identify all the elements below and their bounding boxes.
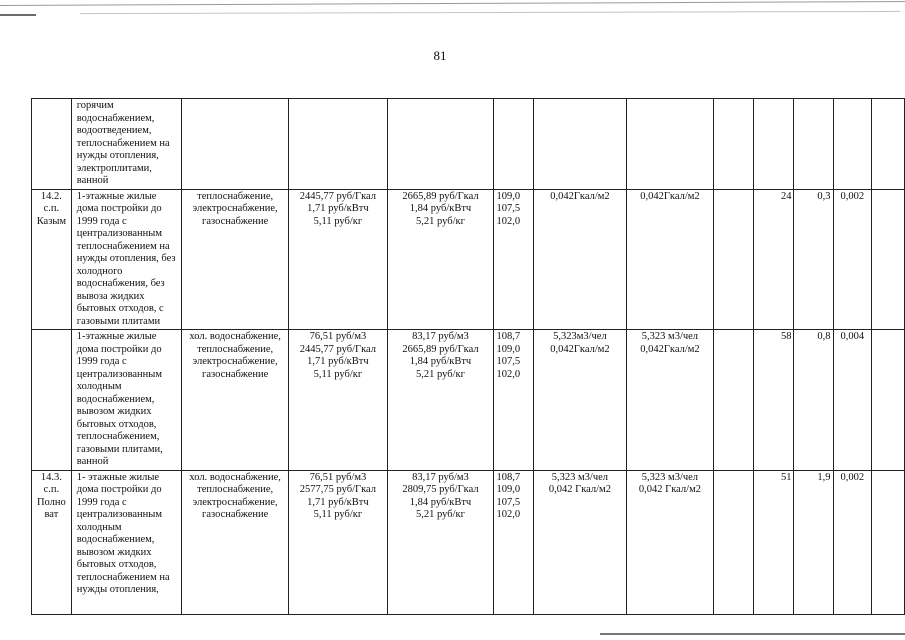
extra-value-cell: 0,8 bbox=[794, 330, 833, 471]
index-cell-line: 109,0 bbox=[496, 343, 521, 355]
index-cell bbox=[494, 330, 534, 471]
index-cell bbox=[494, 470, 534, 614]
extra-value-cell bbox=[754, 99, 794, 190]
index-cell bbox=[494, 189, 534, 330]
extra-value-cell: 58 bbox=[754, 330, 794, 471]
tariff-new-cell bbox=[387, 470, 494, 614]
housing-description-cell: 1-этажные жилые дома постройки до 1999 года с централизованным теплоснабжением на нужды отопления, без холодного водоснабжения, без вывоза жидких бытовых отходов, с газовыми плитами bbox=[71, 189, 181, 330]
services-cell: хол. водоснабжение, теплоснабжение, электроснабжение, газоснабжение bbox=[182, 330, 289, 471]
tariff-new-cell bbox=[387, 99, 494, 190]
tariff-prev-cell-line: 1,71 руб/кВтч bbox=[307, 356, 369, 367]
norm-new-cell-line: 0,042 Гкал/м2 bbox=[638, 484, 701, 495]
tariff-new-cell-line: 2665,89 руб/Гкал bbox=[402, 343, 479, 355]
norm-prev-cell-line: 0,042Гкал/м2 bbox=[550, 190, 610, 202]
tariff-prev-cell-line: 5,11 руб/кг bbox=[313, 368, 363, 380]
tariff-new-cell bbox=[387, 189, 494, 330]
housing-description-cell: 1-этажные жилые дома постройки до 1999 года с централизованным холодным водоснабжением, вывозом жидких бытовых отходов, теплоснабжением, газовыми плитами, ванной bbox=[71, 330, 181, 471]
norm-new-cell-line: 5,323 м3/чел bbox=[641, 331, 699, 342]
norm-prev-cell-line: 0,042Гкал/м2 bbox=[550, 343, 610, 355]
norm-new-cell-line: 0,042Гкал/м2 bbox=[640, 190, 700, 202]
tariff-new-cell-line: 1,84 руб/кВтч bbox=[409, 203, 472, 214]
index-cell-line: 102,0 bbox=[496, 215, 521, 227]
tariff-new-cell-line: 2809,75 руб/Гкал bbox=[402, 484, 479, 495]
tariff-prev-cell bbox=[289, 470, 387, 614]
norm-new-cell bbox=[626, 330, 713, 471]
index-cell-line: 107,5 bbox=[496, 356, 521, 367]
extra-value-cell: 24 bbox=[754, 189, 794, 330]
scan-edge-top bbox=[0, 0, 905, 40]
index-cell-line: 107,5 bbox=[496, 496, 521, 508]
norm-prev-cell-line: 0,042 Гкал/м2 bbox=[548, 484, 611, 495]
norm-prev-cell-line: 5,323м3/чел bbox=[553, 331, 607, 342]
services-cell: теплоснабжение, электроснабжение, газоснабжение bbox=[182, 189, 289, 330]
table-row bbox=[32, 470, 905, 614]
extra-value-cell bbox=[714, 99, 754, 190]
index-cell bbox=[494, 99, 534, 190]
services-cell bbox=[182, 99, 289, 190]
tariff-prev-cell bbox=[289, 189, 387, 330]
norm-prev-cell bbox=[533, 99, 626, 190]
tariff-new-cell-line: 83,17 руб/м3 bbox=[412, 331, 469, 342]
tariff-prev-cell-line: 5,11 руб/кг bbox=[313, 509, 363, 520]
norm-new-cell bbox=[626, 99, 713, 190]
extra-value-cell: 1,9 bbox=[794, 470, 833, 614]
row-number-cell bbox=[32, 99, 72, 190]
tariff-prev-cell-line: 1,71 руб/кВтч bbox=[307, 496, 369, 508]
norm-prev-cell-line: 5,323 м3/чел bbox=[551, 471, 609, 483]
tariff-new-cell-line: 5,21 руб/кг bbox=[416, 368, 465, 380]
tariff-prev-cell-line: 76,51 руб/м3 bbox=[309, 471, 367, 483]
extra-value-cell bbox=[714, 189, 754, 330]
extra-value-cell bbox=[714, 330, 754, 471]
index-cell-line: 109,0 bbox=[496, 484, 521, 495]
extra-value-cell: 0,002 bbox=[833, 189, 872, 330]
tariff-new-cell-line: 5,21 руб/кг bbox=[416, 215, 465, 227]
tariff-new-cell-line: 5,21 руб/кг bbox=[416, 509, 465, 520]
index-cell-line: 102,0 bbox=[496, 368, 521, 380]
extra-value-cell: 0,3 bbox=[794, 189, 833, 330]
row-number-cell: 14.3. с.п. Полно ват bbox=[32, 470, 72, 614]
extra-value-cell bbox=[794, 99, 833, 190]
tariff-prev-cell bbox=[289, 99, 387, 190]
tariff-new-cell-line: 1,84 руб/кВтч bbox=[409, 496, 472, 508]
norm-new-cell-line: 0,042Гкал/м2 bbox=[640, 343, 700, 355]
extra-value-cell: 51 bbox=[754, 470, 794, 614]
extra-value-cell bbox=[872, 330, 905, 471]
scan-edge-bottom bbox=[600, 633, 905, 635]
index-cell-line: 109,0 bbox=[496, 190, 521, 202]
index-cell-line: 107,5 bbox=[496, 203, 521, 214]
extra-value-cell: 0,002 bbox=[833, 470, 872, 614]
extra-value-cell bbox=[872, 99, 905, 190]
norm-prev-cell bbox=[533, 470, 626, 614]
extra-value-cell bbox=[872, 470, 905, 614]
tariff-prev-cell-line: 2577,75 руб/Гкал bbox=[299, 484, 377, 495]
index-cell-line: 102,0 bbox=[496, 509, 521, 520]
norm-new-cell-line: 5,323 м3/чел bbox=[641, 471, 699, 483]
tariff-new-cell bbox=[387, 330, 494, 471]
housing-description-cell: 1- этажные жилые дома постройки до 1999 года с централизованным холодным водоснабжением, вывозом жидких бытовых отходов, теплоснабжением на нужды отопления, bbox=[71, 470, 181, 614]
norm-prev-cell bbox=[533, 330, 626, 471]
row-number-cell: 14.2. с.п. Казым bbox=[32, 189, 72, 330]
extra-value-cell bbox=[833, 99, 872, 190]
index-cell-line: 108,7 bbox=[496, 471, 521, 483]
services-cell: хол. водоснабжение, теплоснабжение, электроснабжение, газоснабжение bbox=[182, 470, 289, 614]
row-number-cell bbox=[32, 330, 72, 471]
table-row bbox=[32, 330, 905, 471]
table-row bbox=[32, 99, 905, 190]
tariff-new-cell-line: 2665,89 руб/Гкал bbox=[402, 190, 479, 202]
extra-value-cell bbox=[872, 189, 905, 330]
tariff-prev-cell-line: 1,71 руб/кВтч bbox=[307, 203, 369, 214]
tariff-table bbox=[31, 98, 905, 615]
norm-prev-cell bbox=[533, 189, 626, 330]
tariff-prev-cell-line: 2445,77 руб/Гкал bbox=[299, 343, 377, 355]
index-cell-line: 108,7 bbox=[496, 331, 521, 342]
norm-new-cell bbox=[626, 470, 713, 614]
tariff-prev-cell bbox=[289, 330, 387, 471]
housing-description-cell: горячим водоснабжением, водоотведением, теплоснабжением на нужды отопления, электроплитами, ванной bbox=[71, 99, 181, 190]
page-number: 81 bbox=[433, 48, 447, 63]
tariff-prev-cell-line: 2445,77 руб/Гкал bbox=[299, 190, 377, 202]
tariff-prev-cell-line: 76,51 руб/м3 bbox=[309, 331, 367, 342]
table-row bbox=[32, 189, 905, 330]
tariff-new-cell-line: 1,84 руб/кВтч bbox=[409, 356, 472, 367]
tariff-new-cell-line: 83,17 руб/м3 bbox=[412, 471, 469, 483]
tariff-prev-cell-line: 5,11 руб/кг bbox=[313, 215, 363, 227]
norm-new-cell bbox=[626, 189, 713, 330]
extra-value-cell: 0,004 bbox=[833, 330, 872, 471]
extra-value-cell bbox=[714, 470, 754, 614]
